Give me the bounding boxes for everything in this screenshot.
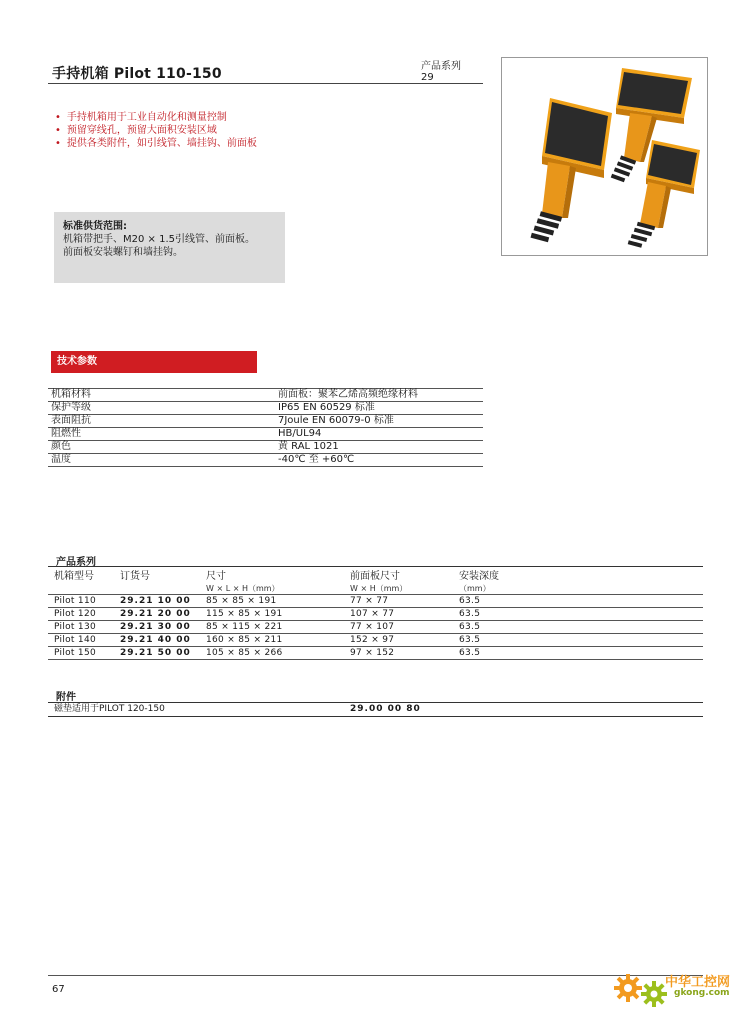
order-code-cell: 29.21 30 00	[114, 621, 200, 634]
table-row	[48, 441, 483, 454]
depth-cell: 63.5	[453, 634, 703, 647]
dimension-cell: 115 × 85 × 191	[200, 608, 344, 621]
feature-list	[55, 111, 257, 150]
panel-size-cell: 107 × 77	[344, 608, 453, 621]
depth-cell: 63.5	[453, 621, 703, 634]
column-header: 尺寸 W × L × H（mm）	[200, 567, 344, 595]
column-header: 订货号	[114, 567, 200, 595]
table-row	[48, 428, 483, 441]
model-cell: Pilot 120	[48, 608, 114, 621]
spec-label: 颜色	[48, 441, 273, 454]
supply-line: 机箱带把手、M20 × 1.5引线管、前面板。	[63, 234, 255, 245]
dimension-cell: 160 × 85 × 211	[200, 634, 344, 647]
products-heading: 产品系列	[56, 557, 96, 568]
tech-spec-table	[48, 388, 483, 467]
depth-cell: 63.5	[453, 608, 703, 621]
table-row	[48, 402, 483, 415]
page-title: 手持机箱 Pilot 110-150	[52, 66, 222, 82]
tech-heading-bar: 技术参数	[51, 351, 257, 373]
spec-label: 机箱材料	[48, 389, 273, 402]
depth-cell: 63.5	[453, 647, 703, 660]
spec-value: 黄 RAL 1021	[273, 441, 483, 454]
spec-value: 7Joule EN 60079-0 标准	[273, 415, 483, 428]
spec-value: 前面板：聚苯乙烯高频绝缘材料	[273, 389, 483, 402]
feature-item: • 提供各类附件，如引线管、墙挂钩、前面板	[55, 137, 257, 150]
product-photo	[501, 57, 708, 256]
table-row	[48, 415, 483, 428]
panel-size-cell: 77 × 77	[344, 595, 453, 608]
table-row	[48, 608, 703, 621]
accessories-heading: 附件	[56, 692, 76, 703]
table-header-row	[48, 567, 703, 595]
spec-label: 温度	[48, 454, 273, 467]
watermark-logo-text: 中华工控网	[665, 975, 731, 990]
series-label: 产品系列	[421, 61, 461, 72]
spec-value: HB/UL94	[273, 428, 483, 441]
accessory-code: 29.00 00 80	[344, 703, 703, 717]
panel-size-cell: 97 × 152	[344, 647, 453, 660]
column-header: 机箱型号	[48, 567, 114, 595]
table-row	[48, 703, 703, 717]
title-divider	[48, 83, 483, 84]
table-row	[48, 454, 483, 467]
spec-value: IP65 EN 60529 标准	[273, 402, 483, 415]
series-number: 29	[421, 72, 434, 83]
table-row	[48, 595, 703, 608]
panel-size-cell: 152 × 97	[344, 634, 453, 647]
page-number: 67	[52, 984, 65, 995]
accessory-name: 磁垫适用于PILOT 120-150	[48, 703, 344, 717]
products-table	[48, 566, 703, 660]
table-row	[48, 621, 703, 634]
order-code-cell: 29.21 20 00	[114, 608, 200, 621]
spec-label: 表面阻抗	[48, 415, 273, 428]
dimension-cell: 85 × 85 × 191	[200, 595, 344, 608]
dimension-cell: 85 × 115 × 221	[200, 621, 344, 634]
column-header: 前面板尺寸 W × H（mm）	[344, 567, 453, 595]
model-cell: Pilot 130	[48, 621, 114, 634]
table-row	[48, 634, 703, 647]
spec-value: -40℃ 至 +60℃	[273, 454, 483, 467]
column-header: 安装深度 （mm）	[453, 567, 703, 595]
order-code-cell: 29.21 50 00	[114, 647, 200, 660]
feature-item: • 手持机箱用于工业自动化和测量控制	[55, 111, 257, 124]
supply-line: 前面板安装螺钉和墙挂钩。	[63, 247, 183, 258]
table-row	[48, 647, 703, 660]
feature-item: • 预留穿线孔，预留大面积安装区域	[55, 124, 257, 137]
depth-cell: 63.5	[453, 595, 703, 608]
dimension-cell: 105 × 85 × 266	[200, 647, 344, 660]
panel-size-cell: 77 × 107	[344, 621, 453, 634]
footer-divider	[48, 975, 703, 976]
series-info	[421, 61, 461, 83]
spec-label: 保护等级	[48, 402, 273, 415]
model-cell: Pilot 110	[48, 595, 114, 608]
order-code-cell: 29.21 10 00	[114, 595, 200, 608]
supply-heading: 标准供货范围:	[63, 221, 127, 232]
model-cell: Pilot 150	[48, 647, 114, 660]
accessories-table	[48, 702, 703, 717]
supply-scope-box	[54, 212, 285, 283]
order-code-cell: 29.21 40 00	[114, 634, 200, 647]
spec-label: 阻燃性	[48, 428, 273, 441]
table-row	[48, 389, 483, 402]
pilot-enclosures-illustration	[502, 58, 707, 255]
watermark-url: gkong.com	[674, 988, 730, 998]
model-cell: Pilot 140	[48, 634, 114, 647]
